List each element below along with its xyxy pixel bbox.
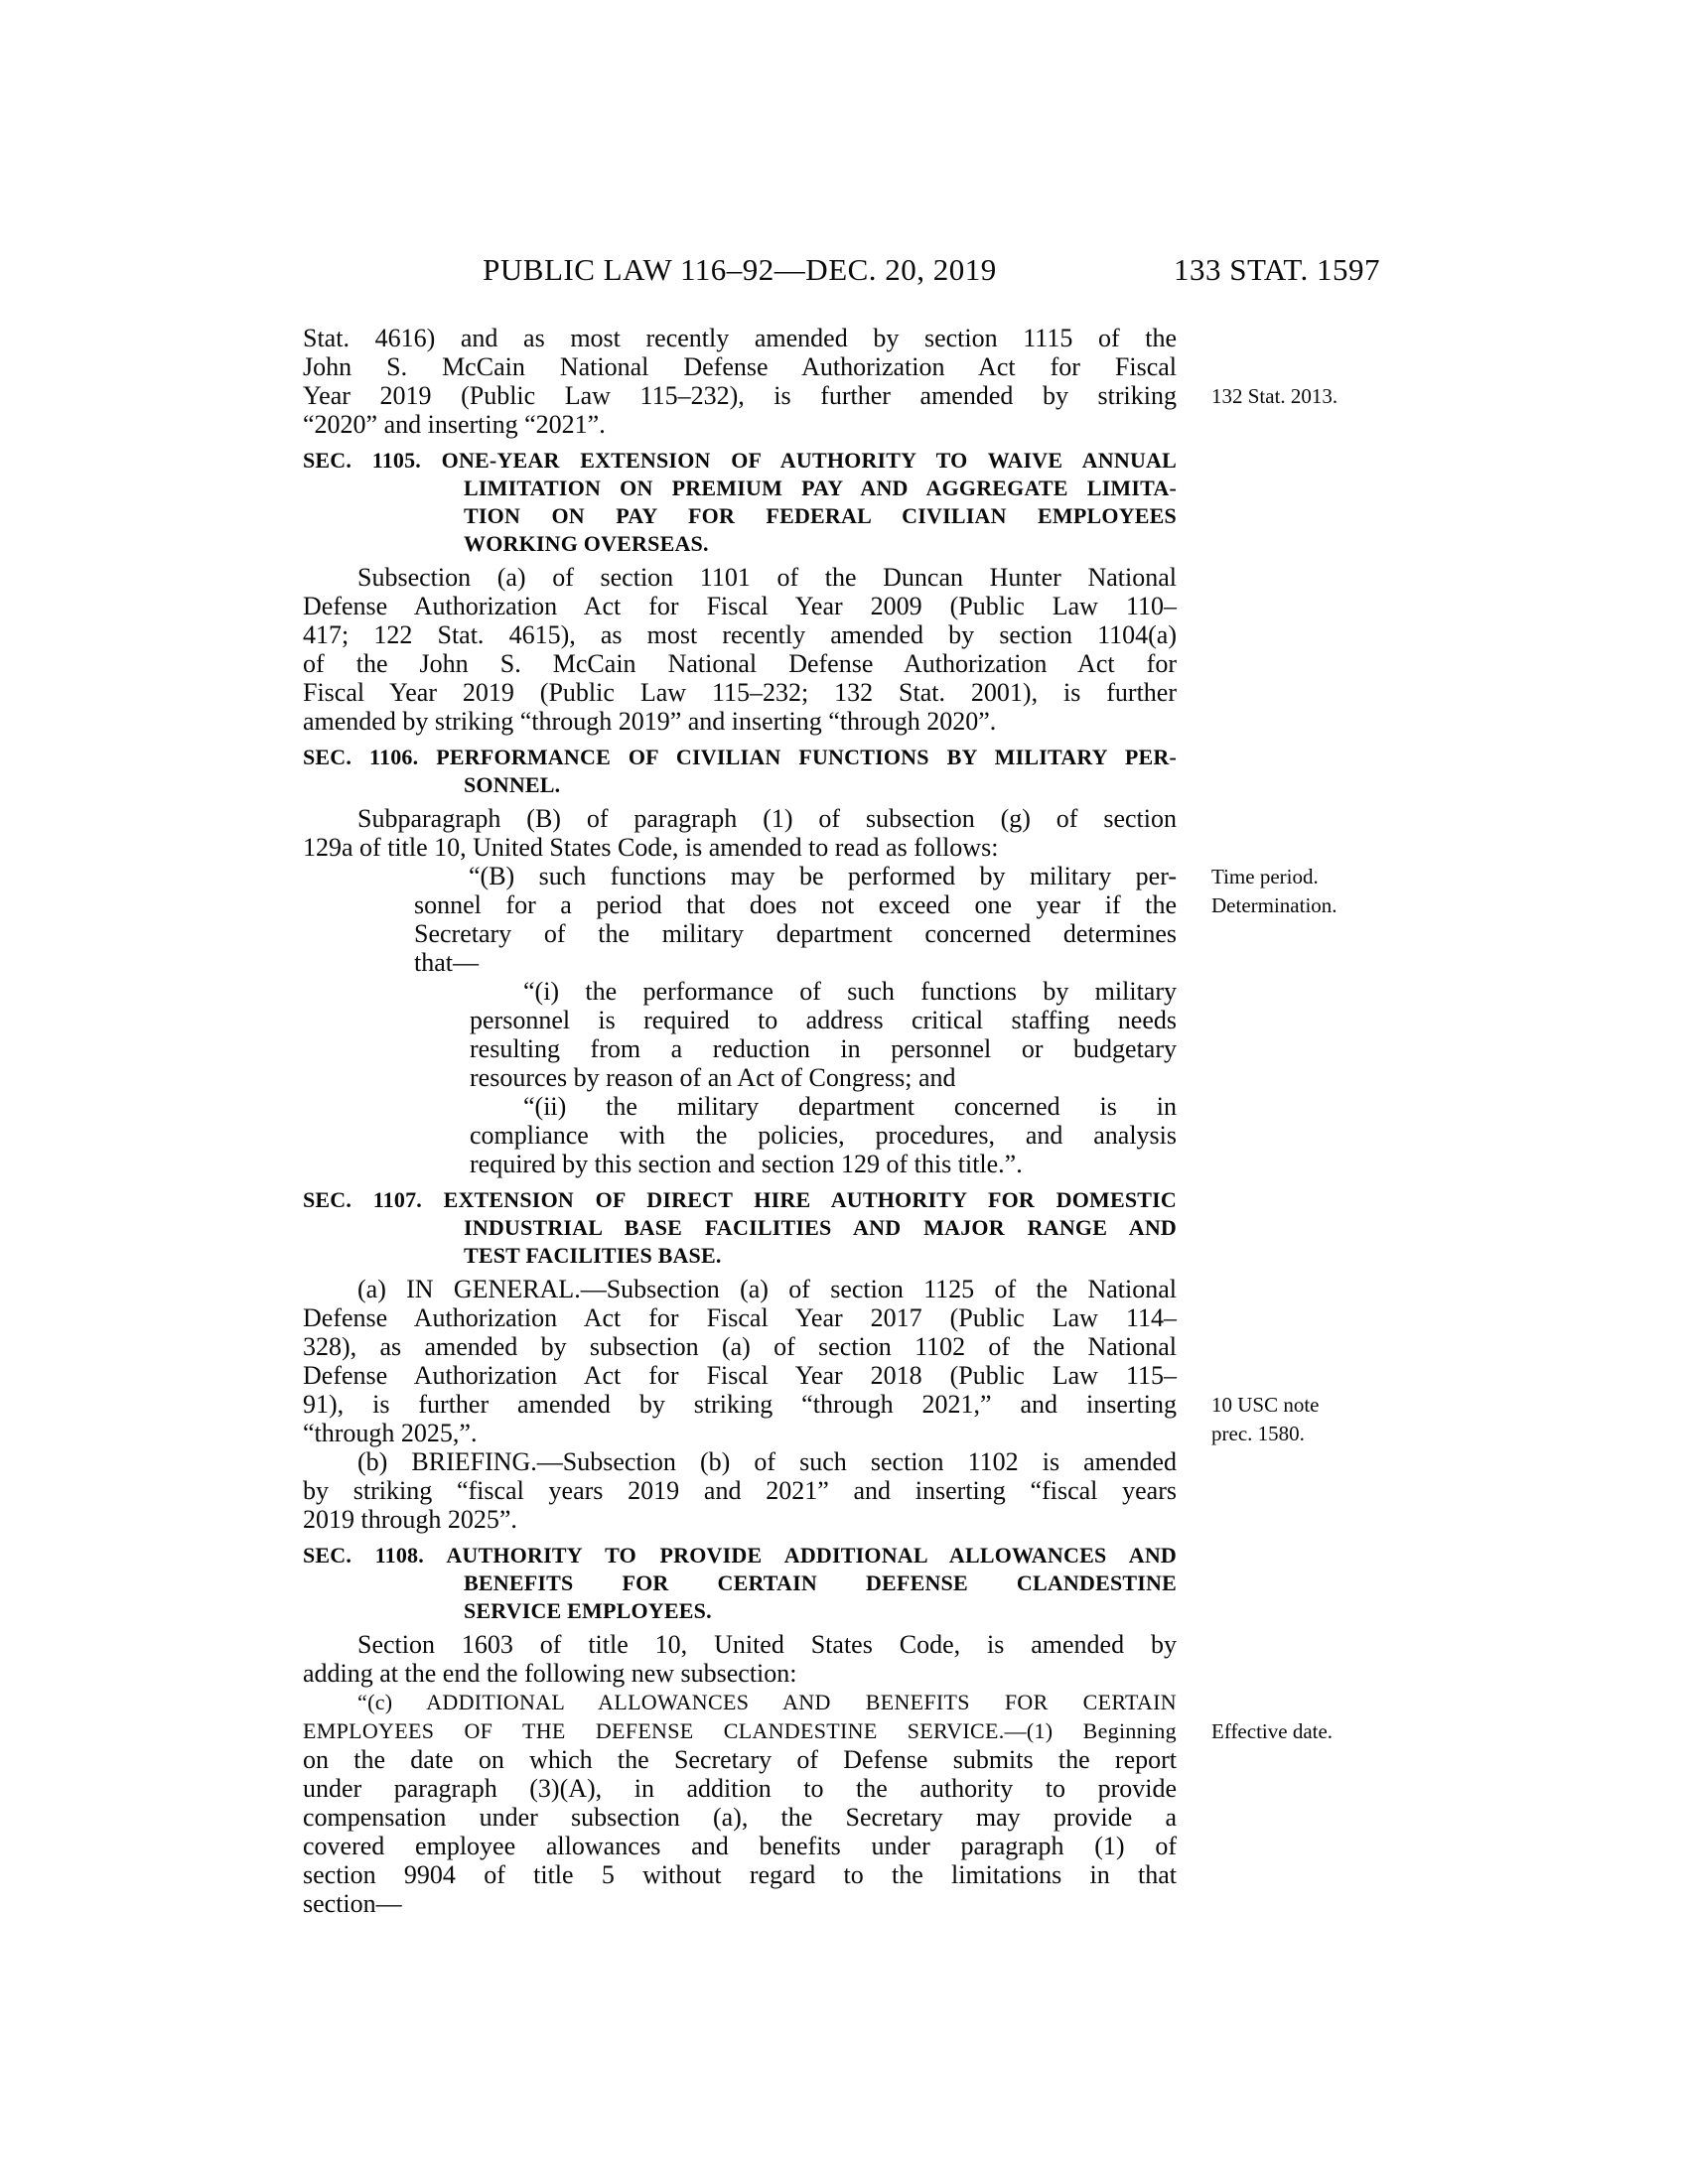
statute-line: by striking “fiscal years 2019 and 2021” and inserting “fiscal years bbox=[303, 1476, 1177, 1505]
statute-line: SERVICE EMPLOYEES. bbox=[464, 1598, 712, 1623]
section-1105-text bbox=[303, 563, 1177, 736]
statute-line: TEST FACILITIES BASE. bbox=[464, 1243, 722, 1268]
margin-note: prec. 1580. bbox=[1211, 1422, 1305, 1445]
margin-note: 132 Stat. 2013. bbox=[1211, 384, 1338, 408]
running-head bbox=[303, 252, 1380, 292]
statute-line: (a) IN GENERAL.—Subsection (a) of section 1125 of the National bbox=[357, 1275, 1177, 1303]
statute-line: TION ON PAY FOR FEDERAL CIVILIAN EMPLOYEES bbox=[464, 503, 1177, 528]
statute-line: 417; 122 Stat. 4615), as most recently amended by section 1104(a) bbox=[303, 620, 1177, 649]
margin-note: Effective date. bbox=[1211, 1719, 1334, 1743]
section-1106-heading bbox=[303, 744, 1177, 799]
statute-line: covered employee allowances and benefits under paragraph (1) of bbox=[303, 1832, 1177, 1860]
statute-line: SEC. 1108. AUTHORITY TO PROVIDE ADDITIONAL ALLOWANCES AND bbox=[303, 1543, 1177, 1568]
section-1106-text bbox=[303, 804, 1177, 862]
statute-line: of the John S. McCain National Defense Authorization Act for bbox=[303, 649, 1177, 678]
quoted-clause-i bbox=[303, 977, 1177, 1092]
statute-line: “2020” and inserting “2021”. bbox=[303, 410, 606, 439]
statute-line: Defense Authorization Act for Fiscal Year 2017 (Public Law 114– bbox=[303, 1303, 1177, 1332]
statute-line: adding at the end the following new subsection: bbox=[303, 1659, 797, 1688]
statute-line: “(i) the performance of such functions by military bbox=[523, 977, 1177, 1006]
statute-line: LIMITATION ON PREMIUM PAY AND AGGREGATE LIMITA- bbox=[464, 476, 1177, 500]
margin-note: Time period. bbox=[1211, 865, 1319, 888]
statute-line: (b) BRIEFING.—Subsection (b) of such section 1102 is amended bbox=[357, 1447, 1177, 1476]
continuation-paragraph bbox=[303, 324, 1338, 439]
statute-line: BENEFITS FOR CERTAIN DEFENSE CLANDESTINE bbox=[464, 1570, 1177, 1595]
statute-line: Subparagraph (B) of paragraph (1) of subsection (g) of section bbox=[357, 804, 1177, 833]
statute-line: Fiscal Year 2019 (Public Law 115–232; 132 Stat. 2001), is further bbox=[303, 678, 1177, 707]
statute-line: “through 2025,”. prec. 1580. bbox=[303, 1419, 1177, 1447]
quoted-subparagraph-B bbox=[303, 862, 1337, 977]
section-1107-heading bbox=[303, 1186, 1177, 1270]
statute-line: compliance with the policies, procedures, and analysis bbox=[470, 1121, 1177, 1150]
statute-line: SONNEL. bbox=[464, 772, 561, 797]
statute-line: resulting from a reduction in personnel or budgetary bbox=[470, 1034, 1177, 1063]
statute-line: that— bbox=[414, 948, 479, 977]
statute-line: 328), as amended by subsection (a) of section 1102 of the National bbox=[303, 1332, 1177, 1361]
section-1107-subsection-b bbox=[303, 1447, 1177, 1534]
statute-line: 2019 through 2025”. bbox=[303, 1505, 517, 1534]
section-1108-heading bbox=[303, 1542, 1177, 1625]
section-1105-heading bbox=[303, 447, 1177, 558]
statute-line: 129a of title 10, United States Code, is amended to read as follows: bbox=[303, 833, 999, 862]
statute-line: SEC. 1105. ONE-YEAR EXTENSION OF AUTHORITY TO WAIVE ANNUAL bbox=[303, 448, 1177, 473]
statute-line: Secretary of the military department concerned determines bbox=[414, 919, 1177, 948]
statute-line: 91), is further amended by striking “through 2021,” and inserting 10 USC note bbox=[303, 1390, 1177, 1419]
statute-line: “(c) ADDITIONAL ALLOWANCES AND BENEFITS FOR CERTAIN bbox=[357, 1690, 1177, 1714]
margin-note: 10 USC note bbox=[1211, 1393, 1320, 1417]
margin-note: Determination. bbox=[1211, 893, 1337, 917]
statute-line: Subsection (a) of section 1101 of the Duncan Hunter National bbox=[357, 563, 1177, 592]
quoted-clause-ii bbox=[303, 1092, 1177, 1178]
statute-line: INDUSTRIAL BASE FACILITIES AND MAJOR RANGE AND bbox=[464, 1215, 1177, 1240]
statute-line: “(B) such functions may be performed by military per- Time period. bbox=[303, 862, 1177, 890]
section-1108-text bbox=[303, 1630, 1177, 1688]
law-citation: PUBLIC LAW 116–92—DEC. 20, 2019 bbox=[483, 252, 997, 287]
statute-line: Defense Authorization Act for Fiscal Year 2018 (Public Law 115– bbox=[303, 1361, 1177, 1390]
statute-line: amended by striking “through 2019” and inserting “through 2020”. bbox=[303, 707, 997, 736]
statute-line: Stat. 4616) and as most recently amended by section 1115 of the bbox=[303, 324, 1177, 352]
statute-line: required by this section and section 129 of this title.”. bbox=[470, 1150, 1023, 1178]
statute-line: under paragraph (3)(A), in addition to the authority to provide bbox=[303, 1774, 1177, 1803]
statute-line: resources by reason of an Act of Congress; and bbox=[470, 1063, 956, 1092]
statute-line: EMPLOYEES OF THE DEFENSE CLANDESTINE SERVICE.—(1) Beginning Effective date. bbox=[303, 1716, 1177, 1745]
statute-line: on the date on which the Secretary of Defense submits the report bbox=[303, 1745, 1177, 1774]
statute-line: compensation under subsection (a), the Secretary may provide a bbox=[303, 1803, 1177, 1832]
statute-line: personnel is required to address critical staffing needs bbox=[470, 1006, 1177, 1034]
statute-body bbox=[303, 324, 1338, 1918]
statute-line: “(ii) the military department concerned is in bbox=[523, 1092, 1177, 1121]
statute-line: Section 1603 of title 10, United States Code, is amended by bbox=[357, 1630, 1177, 1659]
statute-line: Year 2019 (Public Law 115–232), is further amended by striking 132 Stat. 2013. bbox=[303, 381, 1177, 410]
quoted-subsection-c bbox=[303, 1688, 1334, 1918]
stat-page-number: 133 STAT. 1597 bbox=[1173, 252, 1380, 287]
statute-line: SEC. 1107. EXTENSION OF DIRECT HIRE AUTHORITY FOR DOMESTIC bbox=[303, 1187, 1177, 1212]
section-1107-subsection-a bbox=[303, 1275, 1320, 1447]
statute-line: Defense Authorization Act for Fiscal Year 2009 (Public Law 110– bbox=[303, 592, 1177, 620]
statute-line: WORKING OVERSEAS. bbox=[464, 531, 709, 556]
statute-line: John S. McCain National Defense Authorization Act for Fiscal bbox=[303, 352, 1177, 381]
statute-line: sonnel for a period that does not exceed one year if the Determination. bbox=[303, 890, 1177, 919]
statute-line: SEC. 1106. PERFORMANCE OF CIVILIAN FUNCTIONS BY MILITARY PER- bbox=[303, 745, 1177, 769]
statute-line: section— bbox=[303, 1889, 402, 1918]
statute-line: section 9904 of title 5 without regard to the limitations in that bbox=[303, 1860, 1177, 1889]
